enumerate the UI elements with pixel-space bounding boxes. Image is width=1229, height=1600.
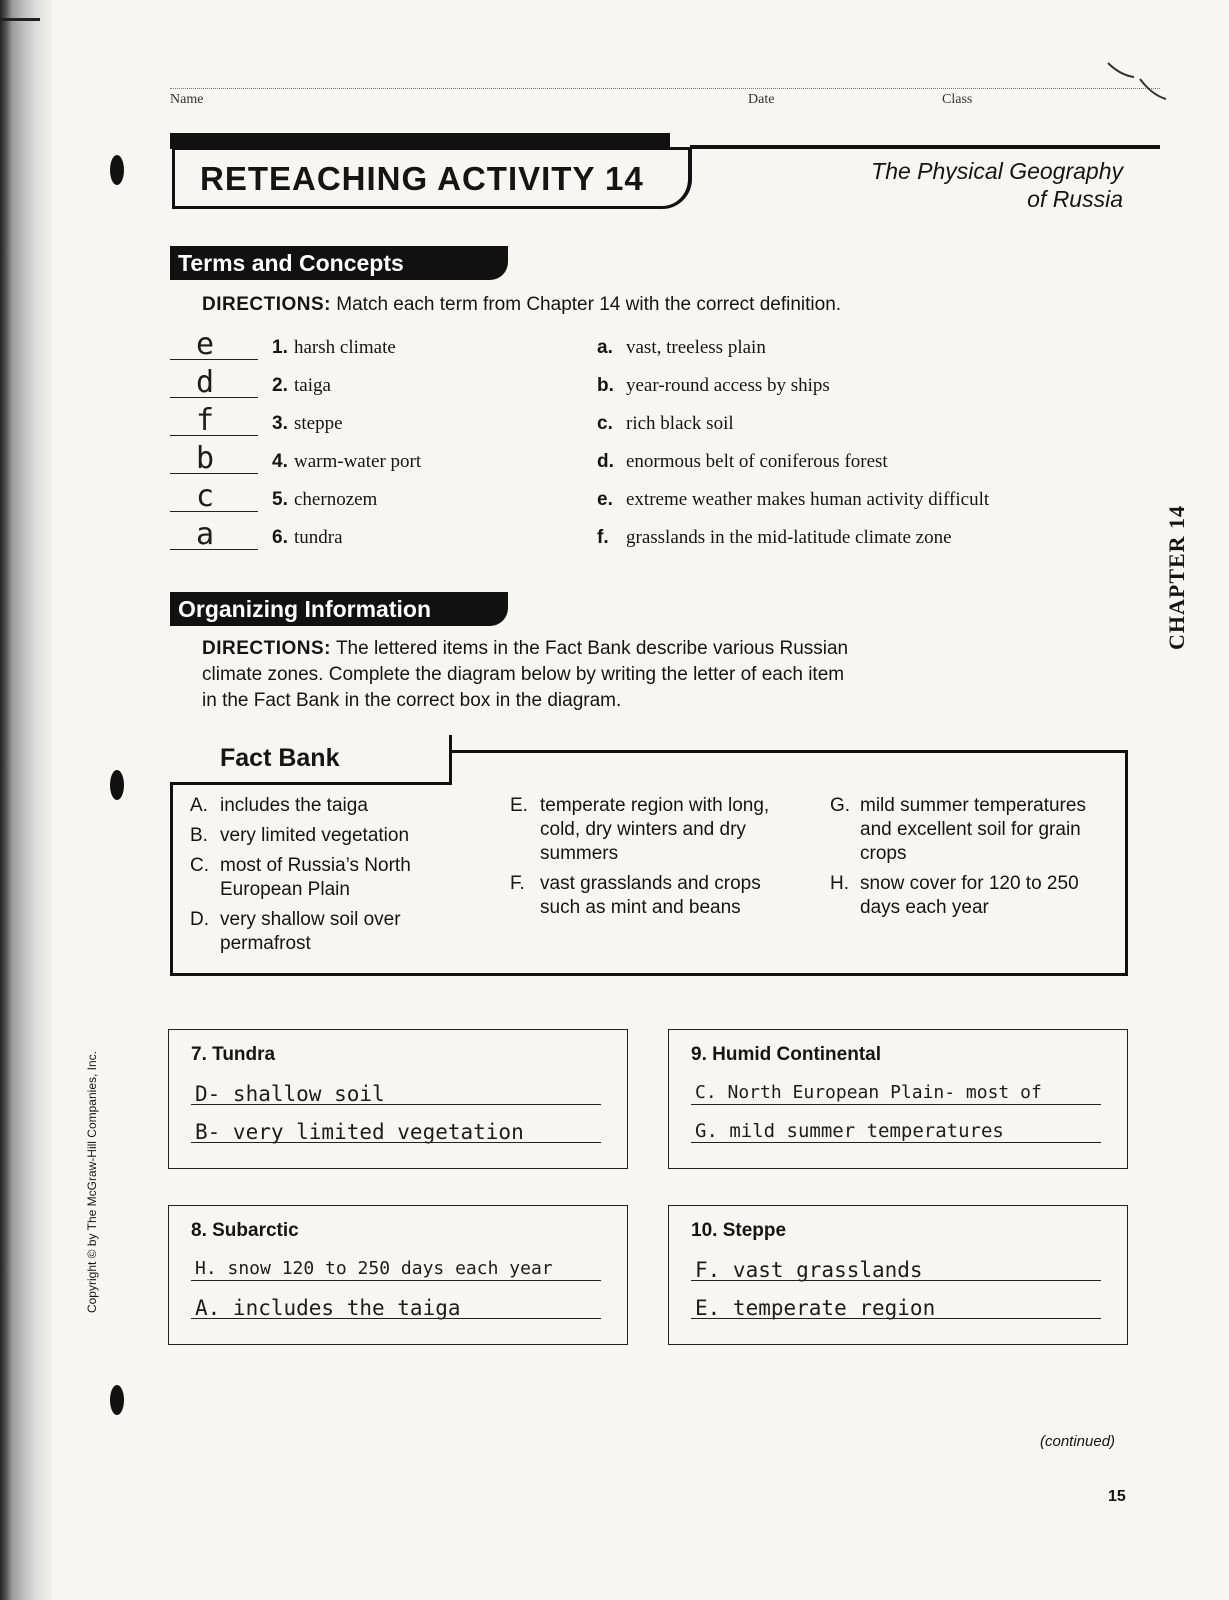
subtitle-line: The Physical Geography	[871, 158, 1123, 184]
term-text: harsh climate	[294, 337, 396, 358]
fact-text: very shallow soil over permafrost	[220, 909, 401, 954]
fact-letter: E.	[510, 795, 528, 816]
zone-answer-handwritten: E. temperate region	[695, 1296, 936, 1320]
definition-text: year-round access by ships	[626, 375, 830, 396]
zone-box-tundra	[168, 1029, 628, 1169]
punch-hole	[110, 155, 124, 185]
zone-title: 9. Humid Continental	[691, 1044, 881, 1065]
zone-answer-handwritten: D- shallow soil	[195, 1082, 385, 1106]
definition-letter: d.	[597, 451, 614, 472]
zone-answer-handwritten: G. mild summer temperatures	[695, 1120, 1004, 1142]
answer-line[interactable]	[691, 1318, 1101, 1319]
definition-text: enormous belt of coniferous forest	[626, 451, 888, 472]
zone-answer-handwritten: C. North European Plain- most of	[695, 1082, 1042, 1103]
answer-line[interactable]	[191, 1318, 601, 1319]
fact-text: vast grasslands and crops such as mint and beans	[540, 873, 761, 918]
term-text: taiga	[294, 375, 331, 396]
term-text: warm-water port	[294, 451, 422, 472]
definition-letter: c.	[597, 413, 613, 434]
directions-text: The lettered items in the Fact Bank describe various Russian	[335, 638, 849, 659]
definition-letter: f.	[597, 527, 609, 548]
zone-box-subarctic	[168, 1205, 628, 1345]
term-number: 5.	[272, 489, 288, 510]
directions-text: Match each term from Chapter 14 with the correct definition.	[336, 294, 842, 315]
fact-letter: D.	[190, 909, 209, 930]
term-number: 2.	[272, 375, 288, 396]
answer-handwritten: a	[196, 517, 215, 552]
definition-letter: a.	[597, 337, 613, 358]
definition-letter: b.	[597, 375, 614, 396]
binding-edge	[0, 0, 52, 1600]
term-number: 4.	[272, 451, 288, 472]
title-rule	[690, 145, 1160, 149]
term-text: chernozem	[294, 489, 378, 510]
answer-line[interactable]	[691, 1280, 1101, 1281]
continued-note: (continued)	[1040, 1433, 1116, 1450]
page-subtitle	[820, 157, 1123, 213]
zone-answer-handwritten: F. vast grasslands	[695, 1258, 923, 1282]
zone-answer-handwritten: H. snow 120 to 250 days each year	[195, 1258, 553, 1279]
definition-letter: e.	[597, 489, 613, 510]
fact-letter: B.	[190, 825, 208, 846]
terms-heading: Terms and Concepts	[170, 246, 508, 280]
page-title: RETEACHING ACTIVITY 14	[200, 160, 644, 197]
directions-line: in the Fact Bank in the correct box in the diagram.	[202, 690, 622, 711]
answer-handwritten: f	[196, 403, 215, 438]
zone-box-steppe	[668, 1205, 1128, 1345]
fact-bank-title: Fact Bank	[220, 744, 340, 772]
answer-handwritten: e	[196, 327, 215, 362]
term-text: tundra	[294, 527, 343, 548]
organizing-heading: Organizing Information	[170, 592, 508, 626]
definition-text: vast, treeless plain	[626, 337, 766, 358]
answer-line[interactable]	[191, 1280, 601, 1281]
fact-letter: G.	[830, 795, 851, 816]
fact-text: snow cover for 120 to 250 days each year	[860, 873, 1079, 918]
page-number: 15	[1108, 1488, 1126, 1505]
match-row	[0, 481, 1100, 519]
answer-line[interactable]	[191, 1104, 601, 1105]
zone-answer-handwritten: B- very limited vegetation	[195, 1120, 524, 1144]
definition-text: rich black soil	[626, 413, 734, 434]
match-row	[0, 519, 1100, 557]
term-number: 3.	[272, 413, 288, 434]
terms-directions	[202, 292, 841, 318]
match-row	[0, 329, 1100, 367]
fact-letter: C.	[190, 855, 209, 876]
fact-text: mild summer temperatures and excellent soil for grain crops	[860, 795, 1086, 864]
zone-title: 10. Steppe	[691, 1220, 787, 1241]
definition-text: grasslands in the mid-latitude climate zone	[626, 527, 952, 548]
fact-text: very limited vegetation	[220, 825, 410, 846]
pen-mark	[1100, 55, 1170, 105]
zone-answer-handwritten: A. includes the taiga	[195, 1296, 461, 1320]
directions-label: DIRECTIONS:	[202, 638, 331, 659]
directions-line: climate zones. Complete the diagram below by writing the letter of each item	[202, 664, 845, 685]
punch-hole	[110, 1385, 124, 1415]
directions-line	[202, 636, 982, 662]
term-text: steppe	[294, 413, 343, 434]
term-number: 1.	[272, 337, 288, 358]
fact-text: includes the taiga	[220, 795, 368, 816]
fact-letter: H.	[830, 873, 849, 894]
answer-handwritten: d	[196, 365, 215, 400]
directions-label: DIRECTIONS:	[202, 294, 331, 315]
zone-title: 7. Tundra	[191, 1044, 276, 1065]
copyright-text: Copyright © by The McGraw-Hill Companies, Inc.	[85, 1050, 99, 1314]
term-number: 6.	[272, 527, 288, 548]
match-row	[0, 405, 1100, 443]
organizing-directions	[202, 636, 982, 714]
subtitle-line: of Russia	[1027, 186, 1123, 212]
answer-handwritten: b	[196, 441, 215, 476]
answer-line[interactable]	[191, 1142, 601, 1143]
name-label: Name	[170, 92, 204, 107]
zone-title: 8. Subarctic	[191, 1220, 299, 1241]
answer-line[interactable]	[691, 1142, 1101, 1143]
chapter-tab	[1157, 500, 1197, 660]
copyright-notice	[82, 1050, 102, 1314]
fact-letter: F.	[510, 873, 525, 894]
fact-letter: A.	[190, 795, 208, 816]
chapter-label: CHAPTER 14	[1164, 504, 1189, 650]
answer-line[interactable]	[691, 1104, 1101, 1105]
binding-mark	[0, 18, 40, 21]
zone-box-humid-continental	[668, 1029, 1128, 1169]
match-row	[0, 367, 1100, 405]
fact-text: most of Russia’s North European Plain	[220, 855, 411, 900]
punch-hole	[110, 770, 124, 800]
date-label: Date	[748, 92, 775, 107]
header-rule	[170, 88, 1160, 89]
fact-text: temperate region with long, cold, dry winters and dry summers	[540, 795, 770, 864]
class-label: Class	[942, 92, 973, 107]
match-row	[0, 443, 1100, 481]
answer-handwritten: c	[196, 479, 215, 514]
definition-text: extreme weather makes human activity difficult	[626, 489, 990, 510]
